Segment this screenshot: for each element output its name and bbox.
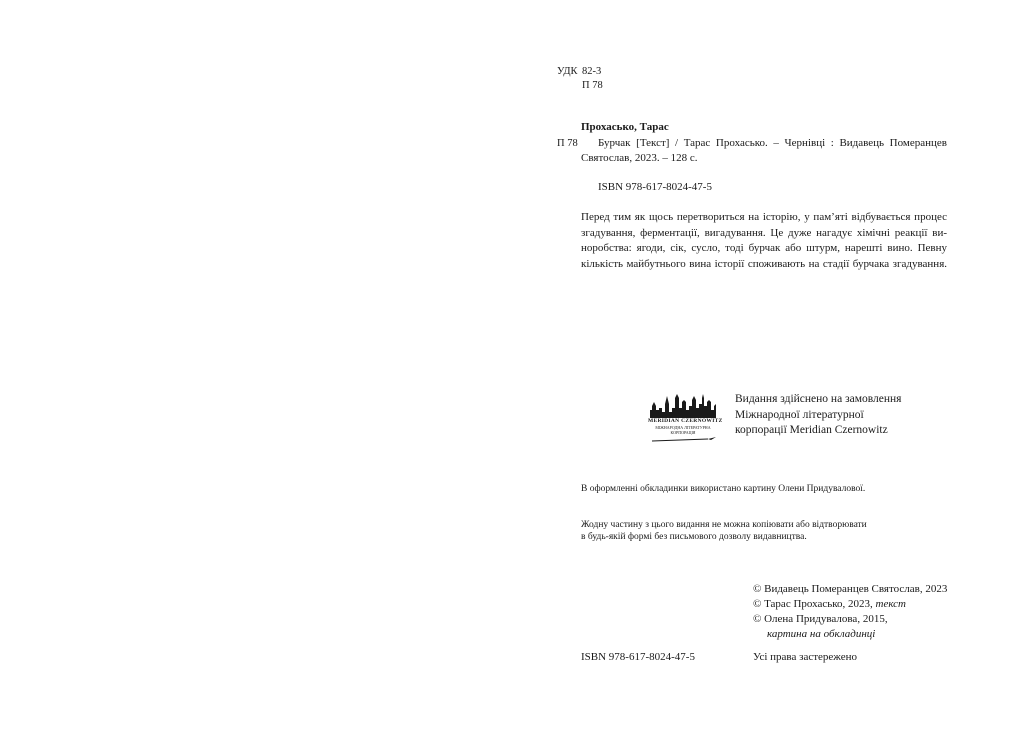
margin-code: П 78 (557, 138, 578, 149)
logo-subtitle-2: КОРПОРАЦІЯ (670, 430, 696, 435)
bibliography-isbn: ISBN 978-617-8024-47-5 (598, 181, 712, 193)
rights-note-line: Жодну частину з цього видання не можна копіювати або відтворювати (581, 520, 867, 530)
rights-note-line: в будь-якій формі без письмового дозволу видавництва. (581, 532, 807, 542)
udk-code: 82-3 (582, 66, 602, 77)
logo-name: MERIDIAN CZERNOWITZ (648, 418, 723, 424)
footer-isbn: ISBN 978-617-8024-47-5 (581, 651, 695, 663)
annotation-line: Перед тим як щось перетвориться на історію, у пам’яті відбувається процес (581, 211, 947, 223)
publisher-note-line: корпорації Meridian Czernowitz (735, 424, 888, 436)
rights-note (581, 519, 867, 543)
publisher-note-line: Видання здійснено на замовлення (735, 393, 902, 405)
bibliographic-description: Бурчак [Текст] / Тарас Прохасько. – Чернівці : Видавець Померанцев Святослав, 2023. – 128 с. (581, 137, 947, 164)
udk-author-code: П 78 (582, 80, 603, 91)
meridian-czernowitz-logo (648, 388, 723, 444)
annotation-line: згадування, ферментації, вигадування. Це дуже нагадує хімічні реакції ви- (581, 226, 947, 239)
copyright-block (753, 582, 947, 642)
copyright-artist-italic: картина на обкладинці (767, 628, 876, 640)
copyright-author-italic: текст (875, 598, 906, 610)
cover-note: В оформленні обкладинки використано картину Олени Придувалової. (581, 484, 866, 494)
copyright-artist: © Олена Придувалова, 2015, (753, 613, 888, 625)
author-heading: Прохасько, Тарас (581, 121, 669, 133)
annotation-line: кількість майбутнього вина історії споживають на стадії бурчака згадування. (581, 257, 947, 270)
udk-label: УДК (557, 66, 578, 77)
copyright-publisher: © Видавець Померанцев Святослав, 2023 (753, 583, 948, 595)
footer-rights: Усі права застережено (753, 651, 858, 663)
publisher-note-line: Міжнародної літературної (735, 408, 864, 421)
pen-underline-icon (648, 436, 718, 444)
annotation (581, 210, 947, 272)
logo-subtitle-1: МІЖНАРОДНА ЛІТЕРАТУРНА (655, 425, 711, 430)
copyright-author (753, 597, 947, 612)
publisher-note (735, 392, 901, 439)
copyright-author-text: © Тарас Прохасько, 2023, (753, 598, 873, 610)
annotation-line: норобства: ягоди, сік, сусло, тоді бурчак або штурм, нарешті вино. Певну (581, 242, 947, 254)
